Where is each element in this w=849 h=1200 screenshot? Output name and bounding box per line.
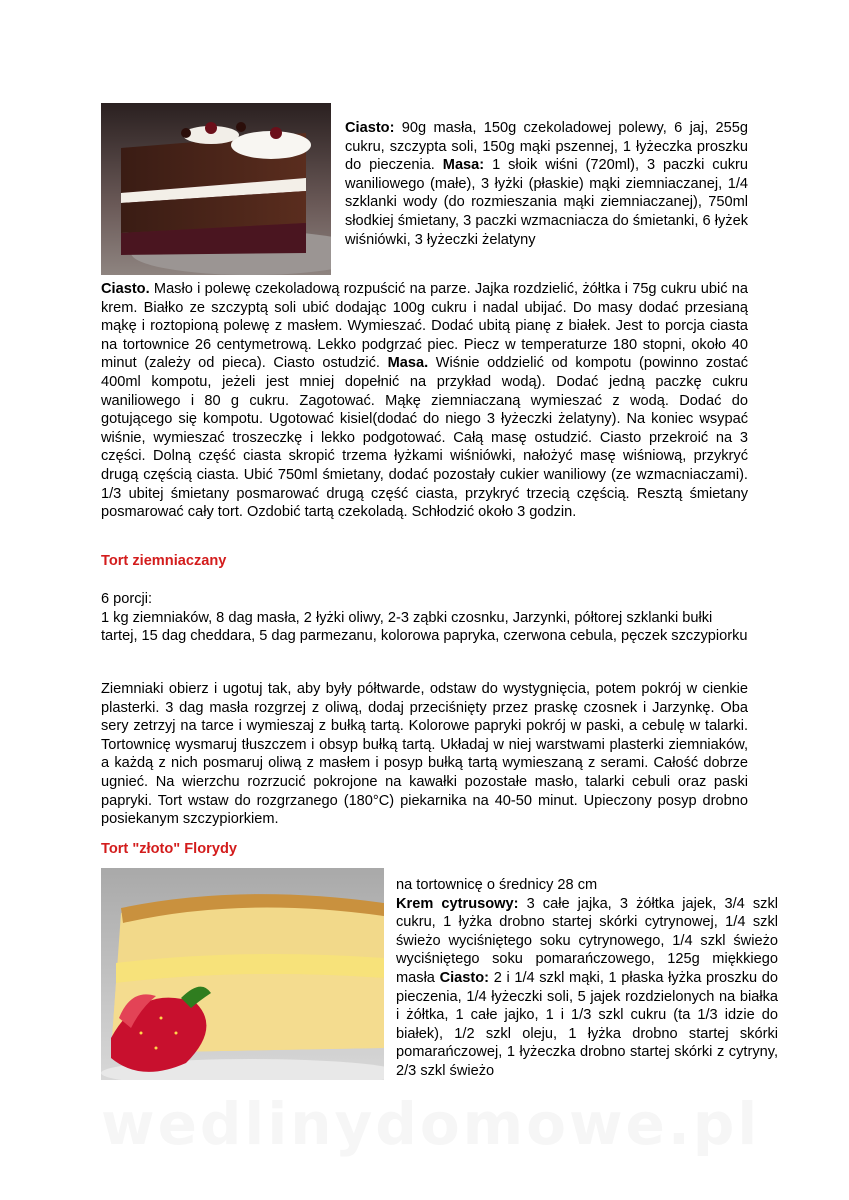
label-ciasto: Ciasto: xyxy=(345,120,395,136)
ingredients-cream: 3 całe jajka, 3 żółtka jajek, 3/4 szkl cukru, 1 łyżka drobno startej skórki cytrynowej, 1/4 szkl świeżo wyciśniętego soku cytrynowego, 1/4 szkl świeżo wyciśniętego soku pomarańczowego, 125g miękkiego masła xyxy=(396,895,778,986)
chocolate-cake-photo xyxy=(101,103,331,275)
pan-size: na tortownicę o średnicy 28 cm xyxy=(396,877,598,893)
method-cake: Masło i polewę czekoladową rozpuścić na parze. Jajka rozdzielić, żółtka i 75g cukru ubić na krem. Białko ze szczyptą soli ubić dodając 100g cukru i nadal ubijać. Do masy dodać przesianą mąkę i roztopioną polewę z masłem. Wymieszać. Dodać ubitą pianę z białek. Jest to porcja ciasta na tortownice 26 centymetrową. Lekko podgrzać piec. Piecz w temperaturze 180 stopni, około 40 minut (zależy od pieca). Ciasto ostudzić. xyxy=(101,281,748,372)
recipe2-method: Ziemniaki obierz i ugotuj tak, aby były półtwarde, odstaw do wystygnięcia, potem pokrój w cienkie plasterki. 3 dag masła rozgrzej z oliwą, dodaj przeciśnięty przez praskę czosnek i Jarzynkę. Oba sery zetrzyj na tarce i wymieszaj z bułką tartą. Kolorowe papryki pokrój w paski, a cebulę w talarki. Tortownicę wysmaruj tłuszczem i obsyp bułką tartą. Układaj w niej warstwami plasterki ziemniaków, a każdą z nich posmaruj oliwą z masłem i posyp bułką tartą wymieszaną z serami. Całość dobrze ugnieć. Na wierzchu rozrzucić pokrojone na kawałki pozostałe masło, talarki cebuli oraz paski papryki. Tort wstaw do rozgrzanego (180°C) piekarnika na 40-50 minut. Upieczony posyp drobno posiekanym szczypiorkiem. xyxy=(101,681,748,828)
recipe1-ingredients xyxy=(345,119,748,249)
ingredients-filling: 1 słoik wiśni (720ml), 3 paczki cukru waniliowego (małe), 3 łyżki (płaskie) mąki ziemniaczanej, 1/4 szklanki wody (do rozmieszania mąki ziemniaczanej), 750ml słodkiej śmietany, 3 paczki wzmacniacza do śmietanki, 6 łyżek wiśniówki, 3 łyżeczki żelatyny xyxy=(345,157,748,248)
chocolate-cake-illustration xyxy=(101,103,331,275)
recipe3-title: Tort "złoto" Florydy xyxy=(101,841,237,857)
recipe2-ingredients xyxy=(101,590,748,646)
ingredients-sponge: 2 i 1/4 szkl mąki, 1 płaska łyżka proszku do pieczenia, 1/4 łyżeczki soli, 5 jajek rozdzielonych na białka i żółtka, 1 całe jajko, 1 i 1/3 szkl cukru (ta 1/3 idzie do białek), 1/2 szkl oleju, 1 łyżka drobno startej skórki pomarańczowej, 1 łyżeczka drobno startej skórki z cytryny, 2/3 szkl świeżo xyxy=(396,969,779,1079)
label-ciasto-method: Ciasto. xyxy=(101,281,150,297)
recipe1-method xyxy=(101,280,748,522)
label-masa-method: Masa. xyxy=(387,355,429,372)
label-ciasto-florida: Ciasto: xyxy=(439,969,490,986)
ingredients-cake: 90g masła, 150g czekoladowej polewy, 6 jaj, 255g cukru, szczypta soli, 150g mąki pszennej, 1 łyżeczka proszku do pieczenia. xyxy=(345,120,748,174)
method-filling: Wiśnie oddzielić od kompotu (powinno zostać 400ml kompotu, jeżeli jest mniej dopełnić na przykład wodą). Dodać jedną paczkę cukru waniliowego i 80 g cukru. Zagotować. Mąkę ziemniaczaną wymieszać z wodą. Dodać do gotującego się kompotu. Ugotować kisiel(dodać do niego 3 łyżeczki żelatyny). Na koniec wsypać wiśnie, wymieszać troszeczkę i lekko podgotować. Całą masę ostudzić. Ciasto przekroić na 3 części. Dolną część ciasta skropić trzema łyżkami wiśniówki, nałożyć masę wiśniową, przykryć drugą częścią ciasta. Ubić 750ml śmietany, dodać pozostały cukier waniliowy (ze wzmacniaczami). 1/3 ubitej śmietany posmarować drugą część ciasta, przykryć trzecią częścią. Resztą śmietany posmarować cały tort. Ozdobić tartą czekoladą. Schłodzić około 3 godzin. xyxy=(101,355,748,521)
sponge-cake-photo xyxy=(101,868,384,1080)
portions: 6 porcji: xyxy=(101,591,153,607)
recipe3-ingredients xyxy=(396,876,778,1081)
label-masa: Masa: xyxy=(442,157,485,174)
ingredients-list: 1 kg ziemniaków, 8 dag masła, 2 łyżki oliwy, 2-3 ząbki czosnku, Jarzynki, półtorej szklanki bułki tartej, 15 dag cheddara, 5 dag parmezanu, kolorowa papryka, czerwona cebula, pęczek szczypiorku xyxy=(101,609,748,645)
label-krem: Krem cytrusowy: xyxy=(396,895,519,912)
recipe2-title: Tort ziemniaczany xyxy=(101,553,227,569)
watermark: wedlinydomowe.pl xyxy=(101,1090,761,1158)
sponge-cake-illustration xyxy=(101,868,384,1080)
